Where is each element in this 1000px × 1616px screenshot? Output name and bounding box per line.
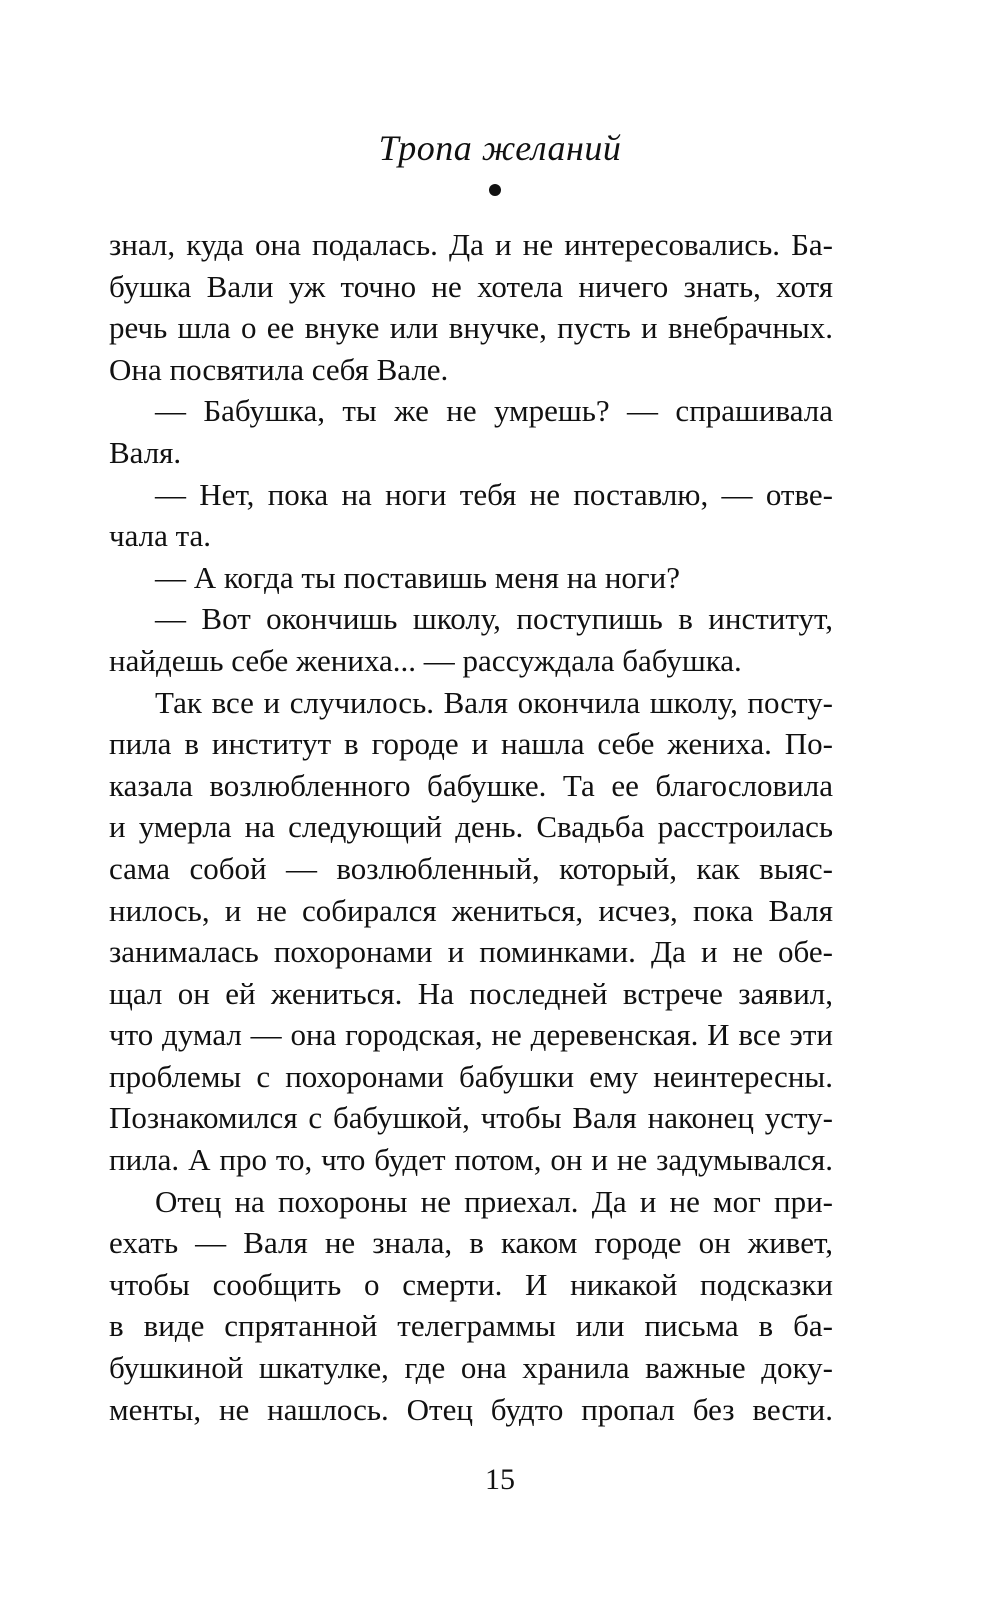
text-line: чала та. [109,518,212,554]
text-line: найдешь себе жениха... — рассуждала бабушка. [109,642,742,678]
text-line: Так все и случилось. Валя окончила школу, посту- [155,684,833,720]
text-line: казала возлюбленного бабушке. Та ее благословила [109,767,833,803]
text-line: нилось, и не собирался жениться, исчез, пока Валя [109,892,833,928]
ornament-dot [489,184,501,196]
text-line: Валя. [109,434,182,470]
text-line: занималась похоронами и поминками. Да и не обе- [109,934,833,970]
text-line: в виде спрятанной телеграммы или письма в ба- [109,1308,833,1344]
text-line: речь шла о ее внуке или внучке, пусть и внебрачных. [109,310,833,346]
body-text [109,224,833,1430]
text-line: и умерла на следующий день. Свадьба расстроилась [109,809,833,845]
text-line: чтобы сообщить о смерти. И никакой подсказки [109,1266,833,1302]
text-line: — Бабушка, ты же не умрешь? — спрашивала [155,393,833,429]
text-line: щал он ей жениться. На последней встрече заявил, [109,975,833,1011]
text-line: ехать — Валя не знала, в каком городе он живет, [109,1225,833,1261]
text-line: — А когда ты поставишь меня на ноги? [155,559,680,595]
running-head: Тропа желаний [378,128,622,168]
text-line: сама собой — возлюбленный, который, как выяс- [109,850,833,886]
text-line: пила в институт в городе и нашла себе жениха. По- [109,726,833,762]
text-line: — Вот окончишь школу, поступишь в институт, [155,601,833,637]
text-line: — Нет, пока на ноги тебя не поставлю, — отве- [155,476,833,512]
text-line: бушка Вали уж точно не хотела ничего знать, хотя [109,268,833,304]
text-line: знал, куда она подалась. Да и не интересовались. Ба- [109,227,833,262]
text-line: проблемы с похоронами бабушки ему неинтересны. [109,1058,833,1094]
text-line: Отец на похороны не приехал. Да и не мог при- [155,1183,833,1219]
text-line: Познакомился с бабушкой, чтобы Валя наконец усту- [109,1100,833,1136]
text-line: пила. А про то, что будет потом, он и не задумывался. [109,1142,833,1178]
text-line: менты, не нашлось. Отец будто пропал без вести. [109,1391,833,1427]
page-number: 15 [485,1463,515,1496]
text-line: что думал — она городская, не деревенская. И все эти [109,1017,833,1053]
text-line: бушкиной шкатулке, где она хранила важные доку- [109,1350,833,1386]
text-line: Она посвятила себя Вале. [109,351,449,387]
